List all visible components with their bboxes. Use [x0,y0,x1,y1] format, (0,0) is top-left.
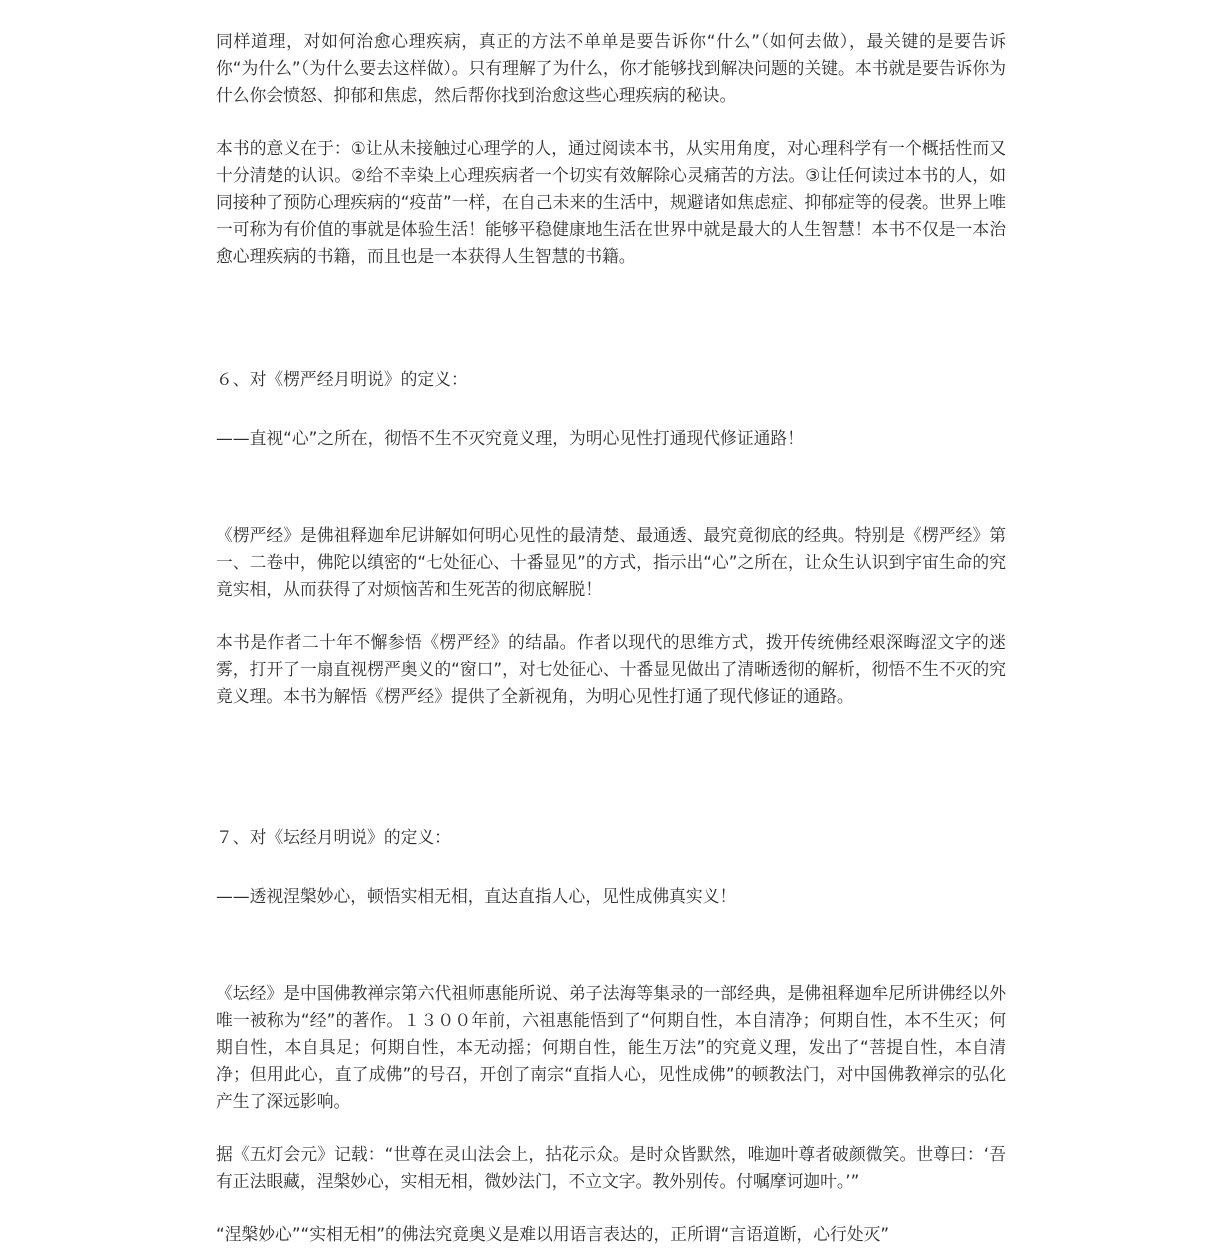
paragraph-surangama-book: 本书是作者二十年不懈参悟《楞严经》的结晶。作者以现代的思维方式，拨开传统佛经艰深晦涩文字的迷雾，打开了一扇直视楞严奥义的“窗口”，对七处征心、十番显见做出了清晰透彻的解析，彻悟不生不灭的究竟义理。本书为解悟《楞严经》提供了全新视角，为明心见性打通了现代修证的通路。 [216,632,1006,706]
paragraph-platform-sutra-intro: 《坛经》是中国佛教禅宗第六代祖师惠能所说、弟子法海等集录的一部经典，是佛祖释迦牟尼所讲佛经以外唯一被称为“经”的著作。１３００年前，六祖惠能悟到了“何期自性，本自清净；何期自性，本不生灭；何期自性，本自具足；何期自性，本无动摇；何期自性，能生万法”的究竟义理，发出了“菩提自性，本自清净；但用此心，直了成佛”的号召，开创了南宗“直指人心，见性成佛”的顿教法门，对中国佛教禅宗的弘化产生了深远影响。 [216,983,1006,1111]
heading-section-7: ７、对《坛经月明说》的定义： [216,827,451,847]
paragraph-surangama-intro: 《楞严经》是佛祖释迦牟尼讲解如何明心见性的最清楚、最通透、最究竟彻底的经典。特别是《楞严经》第一、二卷中，佛陀以缜密的“七处征心、十番显见”的方式，指示出“心”之所在，让众生认识到宇宙生命的究竟实相，从而获得了对烦恼苦和生死苦的彻底解脱！ [216,525,1006,599]
definition-section-7: ——透视涅槃妙心，顿悟实相无相，直达直指人心，见性成佛真实义！ [216,886,737,906]
paragraph-book-significance: 本书的意义在于：①让从未接触过心理学的人，通过阅读本书，从实用角度，对心理科学有一个概括性而又十分清楚的认识。②给不幸染上心理疾病者一个切实有效解除心灵痛苦的方法。③让任何读过本书的人，如同接种了预防心理疾病的“疫苗”一样，在自己未来的生活中，规避诸如焦虑症、抑郁症等的侵袭。世界上唯一可称为有价值的事就是体验生活！能够平稳健康地生活在世界中就是最大的人生智慧！本书不仅是一本治愈心理疾病的书籍，而且也是一本获得人生智慧的书籍。 [216,138,1006,266]
text-column [216,28,1006,1248]
definition-section-6: ——直视“心”之所在，彻悟不生不灭究竟义理，为明心见性打通现代修证通路！ [216,428,804,448]
heading-section-6: ６、对《楞严经月明说》的定义： [216,369,468,389]
paragraph-healing-method: 同样道理，对如何治愈心理疾病，真正的方法不单单是要告诉你“什么”（如何去做），最关键的是要告诉你“为什么”（为什么要去这样做）。只有理解了为什么，你才能够找到解决问题的关键。本书就是要告诉你为什么你会愤怒、抑郁和焦虑，然后帮你找到治愈这些心理疾病的秘诀。 [216,31,1006,105]
paragraph-wudeng-huiyuan: 据《五灯会元》记载：“世尊在灵山法会上，拈花示众。是时众皆默然，唯迦叶尊者破颜微笑。世尊曰：‘吾有正法眼藏，涅槃妙心，实相无相，微妙法门，不立文字。教外别传。付嘱摩诃迦叶。’” [216,1144,1006,1191]
paragraph-nirvana-mind: “涅槃妙心”“实相无相”的佛法究竟奥义是难以用语言表达的，正所谓“言语道断，心行处灭” [216,1224,890,1244]
